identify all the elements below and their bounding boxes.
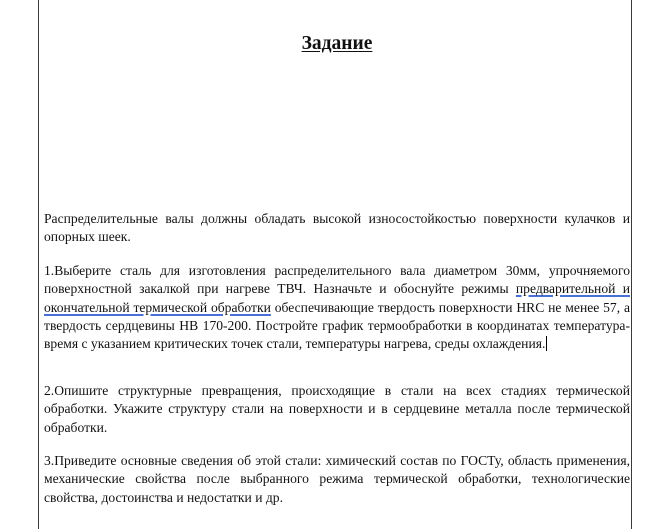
text-cursor [546,336,547,351]
task-3-text: 3.Приведите основные сведения об этой стали: химический состав по ГОСТу, область применения, механические свойства после выбранного режима термической обработки, технологические свойства, достоинства и недостатки и др. [44,453,630,505]
document-title: Задание [301,33,373,54]
task-1-text-before: 1.Выберите сталь для изготовления распределительного вала диаметром 30мм, упрочняемого поверхностной закалкой при нагреве ТВЧ. Назначьте и обоснуйте режимы [44,263,630,297]
intro-text: Распределительные валы должны обладать высокой износостойкостью поверхности кулачков и опорных шеек. [44,211,630,245]
page-margin-right [631,0,632,529]
task-1-paragraph [44,262,630,353]
task-2-paragraph [44,382,630,437]
page-margin-left [38,0,39,529]
task-2-text: 2.Опишите структурные превращения, происходящие в стали на всех стадиях термической обработки. Укажите структуру стали на поверхности и в сердцевине металла после термической обработки. [44,383,630,435]
task-1-text-after: обеспечивающие твердость поверхности HRC не менее 57, а твердость сердцевины НВ 170-200. Постройте график термообработки в координатах температура-время с указанием критических точек стали, температуры нагрева, среды охлаждения. [44,299,631,352]
intro-paragraph [44,210,630,247]
grammar-flagged-phrase[interactable]: предварительной и окончательной термической обработки [44,281,630,315]
task-3-paragraph [44,452,630,507]
